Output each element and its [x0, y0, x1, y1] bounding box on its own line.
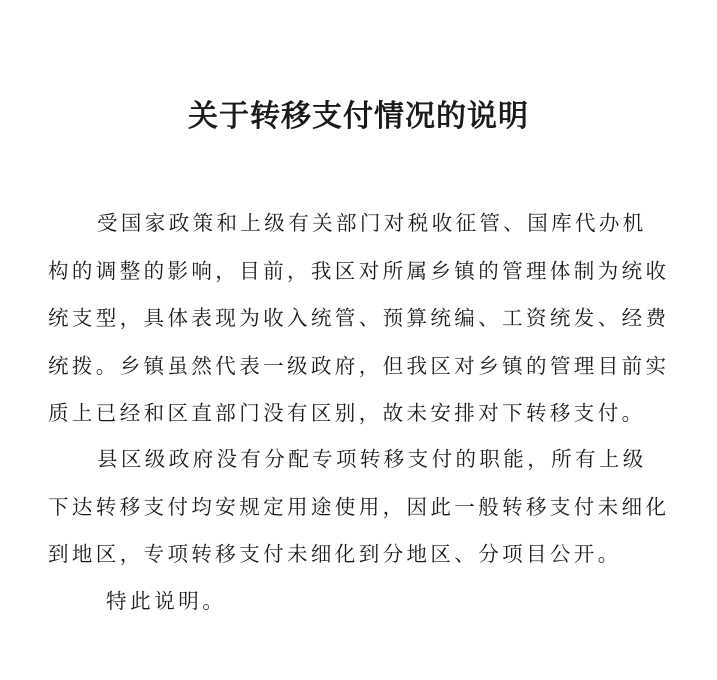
paragraph-policy-context: 受国家政策和上级有关部门对税收征管、国库代办机构的调整的影响，目前，我区对所属乡镇的管理体制为统收统支型，具体表现为收入统管、预算统编、工资统发、经费统拨。乡镇虽然代表一级政府，但我区对乡镇的管理目前实质上已经和区直部门没有区别，故未安排对下转移支付。: [48, 211, 670, 425]
paragraph-special-transfer: 县区级政府没有分配专项转移支付的职能，所有上级下达转移支付均安规定用途使用，因此一般转移支付未细化到地区，专项转移支付未细化到分地区、分项目公开。: [48, 447, 670, 566]
paragraph-closing: 特此说明。: [106, 589, 227, 613]
document-title: 关于转移支付情况的说明: [188, 99, 529, 134]
